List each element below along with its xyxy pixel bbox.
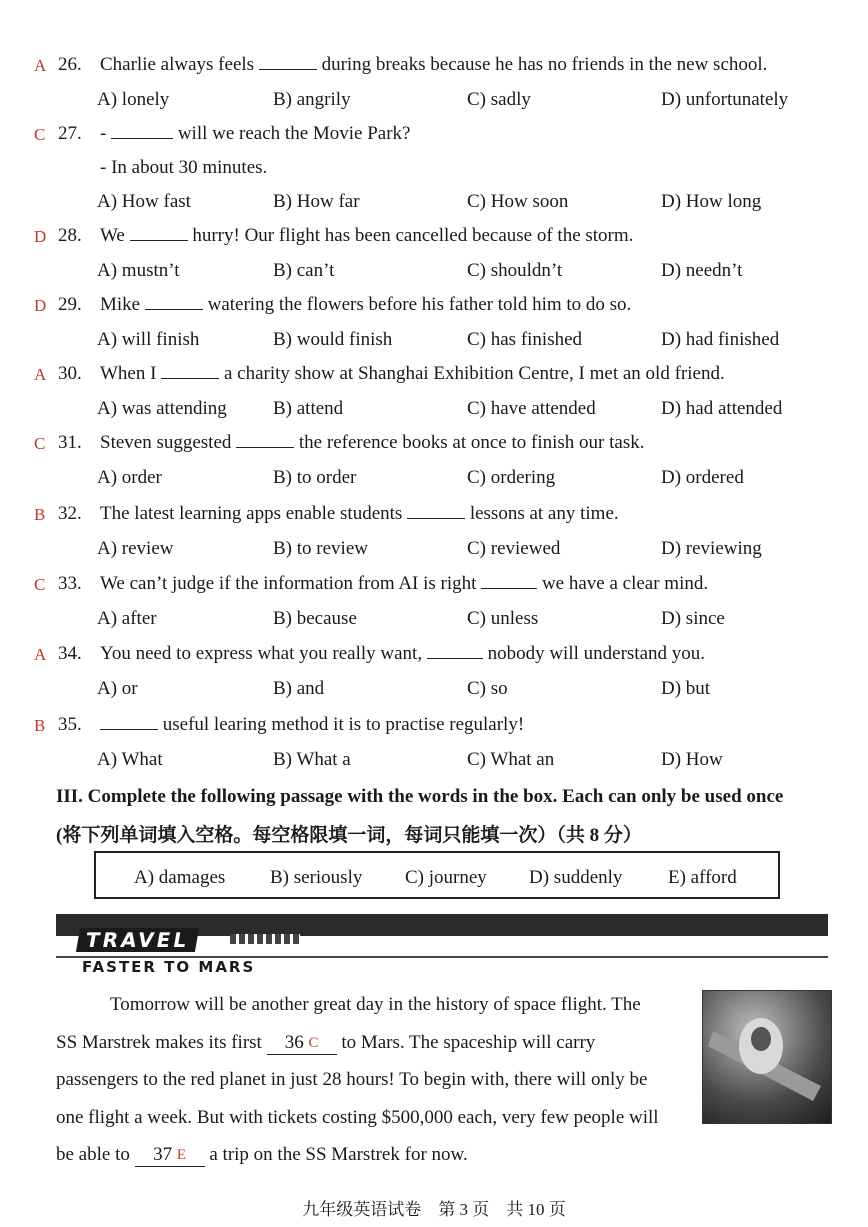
option-d: D) had finished <box>661 329 780 350</box>
option-b: B) because <box>273 608 357 629</box>
question-number: 33. <box>58 573 82 594</box>
answer-mark: C <box>34 125 46 144</box>
word-option: D) suddenly <box>529 867 623 888</box>
word-box <box>94 851 780 899</box>
option-c: C) reviewed <box>467 538 561 559</box>
question-number: 31. <box>58 432 82 453</box>
option-a: A) order <box>97 467 162 488</box>
question-stem: - will we reach the Movie Park? <box>100 123 411 144</box>
answer-mark: E <box>176 1147 187 1163</box>
word-option: B) seriously <box>270 867 363 888</box>
answer-mark: B <box>34 716 46 735</box>
answer-mark: D <box>34 227 47 246</box>
question-stem: The latest learning apps enable students lessons at any time. <box>100 503 619 524</box>
question-32 <box>0 505 868 575</box>
option-c: C) have attended <box>467 398 596 419</box>
option-c: C) so <box>467 678 508 699</box>
question-34 <box>0 645 868 715</box>
passage-line: SS Marstrek makes its first 36 $^C$ to Mars. The spaceship will carry <box>56 1031 596 1053</box>
option-d: D) unfortunately <box>661 89 789 110</box>
spaceship-photo <box>702 990 832 1124</box>
option-a: A) was attending <box>97 398 227 419</box>
option-a: A) lonely <box>97 89 170 110</box>
option-d: D) had attended <box>661 398 783 419</box>
option-d: D) since <box>661 608 725 629</box>
banner-title: TRAVEL <box>76 928 199 952</box>
question-26 <box>0 56 868 126</box>
option-d: D) ordered <box>661 467 744 488</box>
option-a: A) How fast <box>97 191 191 212</box>
word-option: C) journey <box>405 867 487 888</box>
passage-line: one flight a week. But with tickets costing $500,000 each, very few people will <box>56 1106 659 1128</box>
blank-36: 36 $^C$ <box>267 1032 337 1055</box>
option-b: B) How far <box>273 191 360 212</box>
banner-decoration <box>230 934 300 944</box>
option-c: C) has finished <box>467 329 583 350</box>
question-stem: When I a charity show at Shanghai Exhibition Centre, I met an old friend. <box>100 363 725 384</box>
question-number: 29. <box>58 294 82 315</box>
option-c: C) What an <box>467 749 555 770</box>
word-option: E) afford <box>668 867 737 888</box>
option-d: D) but <box>661 678 711 699</box>
option-c: C) sadly <box>467 89 531 110</box>
answer-mark: B <box>34 505 46 524</box>
question-stem-line2: - In about 30 minutes. <box>100 157 268 178</box>
question-number: 27. <box>58 123 82 144</box>
question-stem: Charlie always feels during breaks because he has no friends in the new school. <box>100 54 768 75</box>
option-a: A) will finish <box>97 329 200 350</box>
option-b: B) What a <box>273 749 351 770</box>
question-number: 35. <box>58 714 82 735</box>
option-a: A) What <box>97 749 163 770</box>
page-footer: 九年级英语试卷 第 3 页 共 10 页 <box>302 1200 566 1219</box>
option-c: C) shouldn’t <box>467 260 563 281</box>
question-29 <box>0 296 868 366</box>
question-stem: Steven suggested the reference books at once to finish our task. <box>100 432 645 453</box>
option-c: C) ordering <box>467 467 556 488</box>
question-number: 34. <box>58 643 82 664</box>
option-a: A) or <box>97 678 138 699</box>
question-number: 32. <box>58 503 82 524</box>
question-35 <box>0 716 868 786</box>
question-stem: You need to express what you really want, nobody will understand you. <box>100 643 706 664</box>
option-a: A) after <box>97 608 157 629</box>
section-subtitle: (将下列单词填入空格。每空格限填一词，每词只能填一次）（共 8 分） <box>56 825 642 846</box>
question-27 <box>0 125 868 225</box>
section-title: III. Complete the following passage with the words in the box. Each can only be used once <box>56 786 784 807</box>
passage-line: Tomorrow will be another great day in the history of space flight. The <box>110 994 641 1015</box>
question-number: 28. <box>58 225 82 246</box>
option-c: C) unless <box>467 608 539 629</box>
option-d: D) needn’t <box>661 260 743 281</box>
option-b: B) to order <box>273 467 357 488</box>
spaceship-illustration <box>703 991 831 1123</box>
answer-mark: C <box>34 434 46 453</box>
answer-mark: C <box>34 575 46 594</box>
blank-37: 37 $^E$ <box>135 1144 205 1167</box>
question-30 <box>0 365 868 435</box>
article-heading: FASTER TO MARS <box>82 958 256 976</box>
question-stem: Mike watering the flowers before his father told him to do so. <box>100 294 632 315</box>
option-b: B) angrily <box>273 89 351 110</box>
option-b: B) can’t <box>273 260 335 281</box>
question-number: 30. <box>58 363 82 384</box>
option-b: B) would finish <box>273 329 393 350</box>
question-stem: We hurry! Our flight has been cancelled because of the storm. <box>100 225 634 246</box>
question-28 <box>0 227 868 297</box>
option-a: A) review <box>97 538 174 559</box>
answer-mark: A <box>34 365 47 384</box>
question-number: 26. <box>58 54 82 75</box>
option-d: D) How <box>661 749 723 770</box>
passage <box>56 986 696 1174</box>
option-d: D) reviewing <box>661 538 762 559</box>
word-option: A) damages <box>134 867 226 888</box>
question-33 <box>0 575 868 645</box>
option-b: B) attend <box>273 398 344 419</box>
option-b: B) and <box>273 678 325 699</box>
passage-line: passengers to the red planet in just 28 hours! To begin with, there will only be <box>56 1069 648 1090</box>
answer-mark: D <box>34 296 47 315</box>
answer-mark: C <box>308 1034 319 1051</box>
question-stem: useful learing method it is to practise regularly! <box>100 714 524 736</box>
question-stem: We can’t judge if the information from AI is right we have a clear mind. <box>100 573 709 594</box>
answer-mark: A <box>34 56 47 75</box>
option-c: C) How soon <box>467 191 569 212</box>
question-31 <box>0 434 868 504</box>
option-d: D) How long <box>661 191 762 212</box>
option-a: A) mustn’t <box>97 260 180 281</box>
option-b: B) to review <box>273 538 368 559</box>
passage-line: be able to 37 $^E$ a trip on the SS Marstrek for now. <box>56 1144 468 1165</box>
answer-mark: A <box>34 645 47 664</box>
